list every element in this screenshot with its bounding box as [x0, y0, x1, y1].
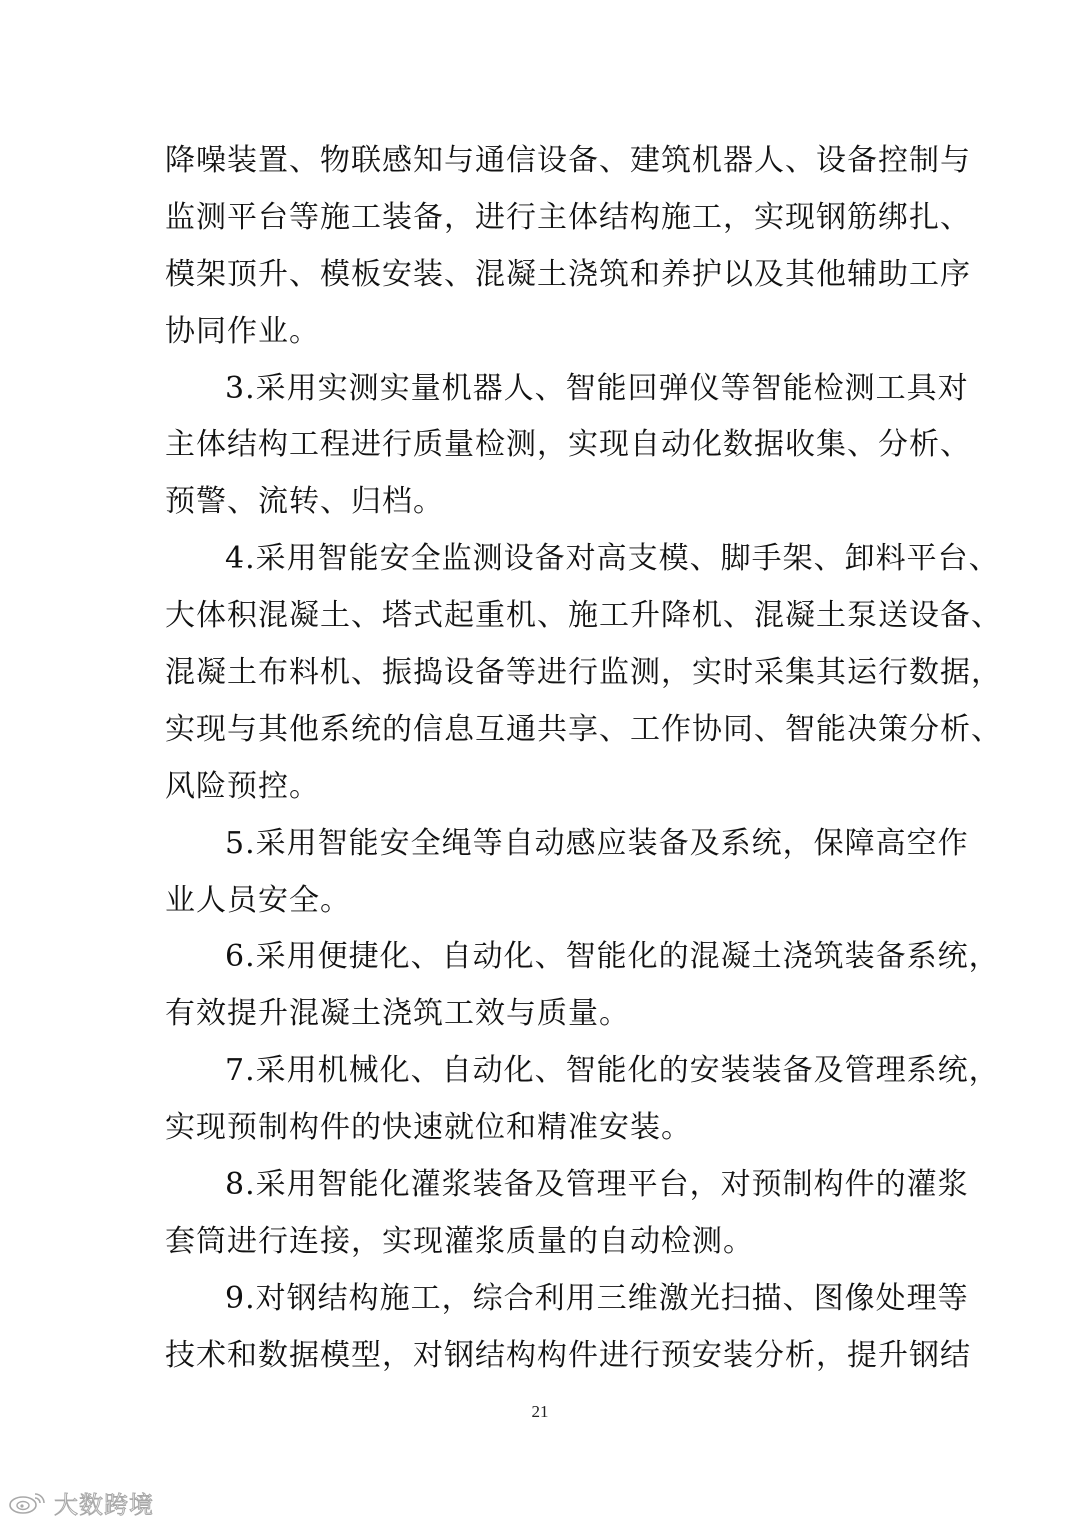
text-line: 监测平台等施工装备，进行主体结构施工，实现钢筋绑扎、 [165, 199, 971, 235]
text-line: 降噪装置、物联感知与通信设备、建筑机器人、设备控制与 [165, 143, 971, 178]
text-line: 套筒进行连接，实现灌浆质量的自动检测。 [165, 1223, 754, 1259]
text-line: 实现预制构件的快速就位和精准安装。 [165, 1110, 692, 1146]
text-line: 混凝土布料机、振捣设备等进行监测，实时采集其运行数据， [165, 655, 1002, 691]
text-line: 风险预控。 [165, 768, 320, 804]
text-line: 8.采用智能化灌浆装备及管理平台，对预制构件的灌浆 [225, 1167, 969, 1203]
text-line: 实现与其他系统的信息互通共享、工作协同、智能决策分析、 [165, 711, 1002, 747]
text-line: 6.采用便捷化、自动化、智能化的混凝土浇筑装备系统， [225, 939, 1000, 975]
watermark-text: 大数跨境 [54, 1490, 154, 1519]
text-line: 主体结构工程进行质量检测，实现自动化数据收集、分析、 [165, 427, 971, 463]
weibo-logo-icon [8, 1490, 48, 1514]
text-line: 有效提升混凝土浇筑工效与质量。 [165, 996, 630, 1032]
text-line: 9.对钢结构施工，综合利用三维激光扫描、图像处理等 [225, 1280, 969, 1316]
text-line: 模架顶升、模板安装、混凝土浇筑和养护以及其他辅助工序 [165, 256, 971, 292]
text-line: 预警、流转、归档。 [165, 484, 444, 520]
text-line: 7.采用机械化、自动化、智能化的安装装备及管理系统， [225, 1053, 1000, 1089]
text-line: 协同作业。 [165, 313, 320, 349]
text-line: 3.采用实测实量机器人、智能回弹仪等智能检测工具对 [225, 370, 969, 406]
body-text [165, 133, 1002, 1385]
text-line: 4.采用智能安全监测设备对高支模、脚手架、卸料平台、 [225, 541, 1000, 577]
text-line: 业人员安全。 [165, 882, 351, 918]
text-line: 大体积混凝土、塔式起重机、施工升降机、混凝土泵送设备、 [165, 598, 1002, 634]
text-line: 5.采用智能安全绳等自动感应装备及系统，保障高空作 [225, 825, 969, 861]
text-line: 技术和数据模型，对钢结构构件进行预安装分析，提升钢结 [165, 1337, 971, 1373]
watermark [8, 1486, 154, 1518]
page-number: 21 [531, 1402, 549, 1421]
